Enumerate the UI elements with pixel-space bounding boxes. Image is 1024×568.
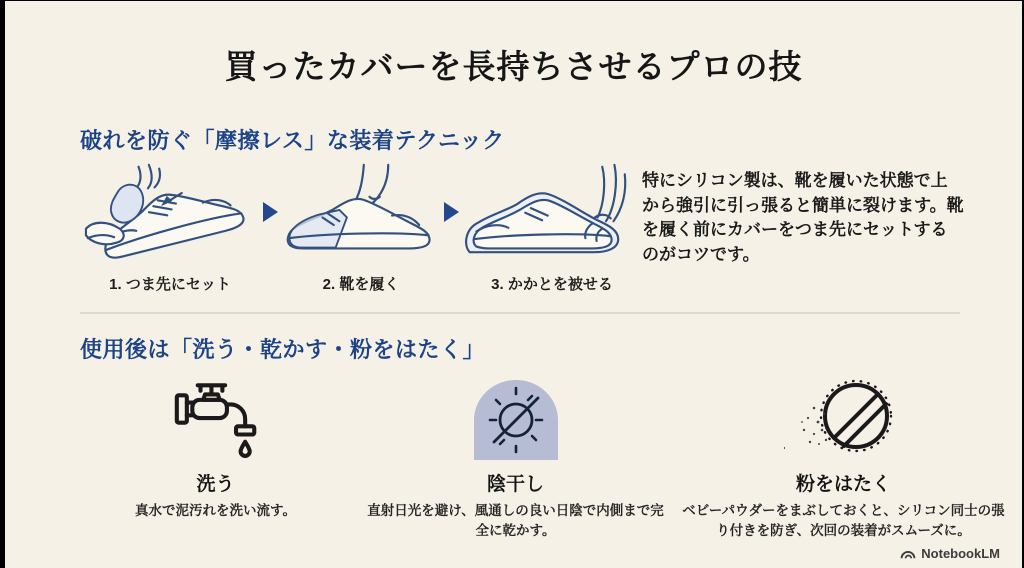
section-divider <box>80 312 960 314</box>
notebooklm-logo-icon <box>900 547 916 560</box>
section1-heading: 破れを防ぐ「摩擦レス」な装着テクニック <box>80 128 505 153</box>
powder-puff-icon <box>784 378 904 460</box>
step-arrow-icon <box>444 202 459 222</box>
page-title: 買ったカバーを長持ちさせるプロの技 <box>224 48 803 85</box>
care-item-caption: 真水で泥汚れを洗い流す。 <box>135 503 296 518</box>
put-on-shoe-illustration <box>281 163 441 271</box>
section-fitting-technique <box>5 124 1022 294</box>
step-1-caption: 1. つま先にセット <box>109 276 231 293</box>
fitting-steps <box>80 163 642 294</box>
care-item-label: 洗う <box>196 474 235 495</box>
care-item-wash <box>73 376 358 542</box>
cover-heel-illustration <box>462 163 642 271</box>
section2-heading: 使用後は「洗う・乾かす・粉をはたく」 <box>80 337 486 362</box>
care-item-caption: 直射日光を避け、風通しの良い日陰で内側まで完全に乾かす。 <box>367 503 664 539</box>
care-item-caption: ベビーパウダーをまぶしておくと、シリコン同士の張り付きを防ぎ、次回の装着がスムーズに。 <box>682 503 1005 539</box>
step-2 <box>281 163 441 294</box>
faucet-icon <box>170 378 262 460</box>
cover-toe-set-illustration <box>80 163 260 271</box>
step-arrow-icon <box>263 202 278 222</box>
step-1 <box>80 163 260 294</box>
technique-note: 特にシリコン製は、靴を履いた状態で上から強引に引っ張ると簡単に裂けます。靴を履く前にカバーをつま先にセットするのがコツです。 <box>642 171 964 264</box>
care-item-shade-dry <box>358 376 673 542</box>
notebooklm-wordmark: NotebookLM <box>921 546 1000 561</box>
section-after-use-care <box>5 333 1022 542</box>
infographic-slide <box>5 1 1022 568</box>
step-3 <box>462 163 642 294</box>
care-items <box>73 376 1014 542</box>
care-item-label: 粉をはたく <box>795 474 891 495</box>
care-item-powder <box>673 376 1014 542</box>
notebooklm-attribution <box>900 546 1000 561</box>
step-3-caption: 3. かかとを被せる <box>491 276 613 293</box>
step-2-caption: 2. 靴を履く <box>322 276 400 293</box>
powder-dust-dots <box>784 407 827 449</box>
no-direct-sunlight-icon <box>466 378 566 460</box>
care-item-label: 陰干し <box>486 474 544 495</box>
